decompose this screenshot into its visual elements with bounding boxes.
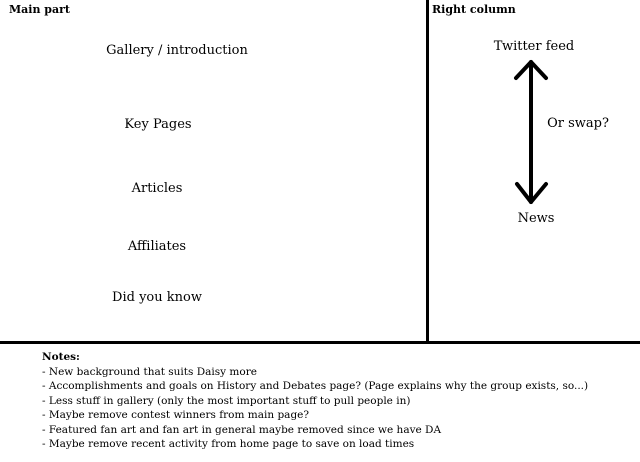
swap-arrow-icon	[500, 58, 564, 208]
notes-list	[42, 365, 588, 452]
vertical-divider	[426, 0, 429, 343]
right-item-news: News	[517, 211, 555, 226]
note-item: - Featured fan art and fan art in general maybe removed since we have DA	[42, 423, 442, 436]
main-item-key-pages: Key Pages	[124, 117, 192, 132]
notes-title: Notes:	[42, 351, 80, 363]
note-item: - Maybe remove contest winners from main page?	[42, 409, 310, 421]
right-column-heading: Right column	[432, 3, 516, 16]
main-item-gallery: Gallery / introduction	[106, 43, 248, 58]
main-item-articles: Articles	[131, 181, 183, 196]
note-item: - Accomplishments and goals on History and Debates page? (Page explains why the group exists, so...)	[42, 380, 589, 392]
swap-label: Or swap?	[547, 116, 609, 131]
notes-section	[42, 350, 588, 452]
note-item: - Maybe remove recent activity from home page to save on load times	[42, 438, 415, 450]
right-item-twitter-feed: Twitter feed	[493, 39, 575, 54]
main-part-heading: Main part	[9, 3, 71, 16]
horizontal-divider	[0, 341, 640, 344]
main-item-affiliates: Affiliates	[127, 239, 187, 254]
main-item-did-you-know: Did you know	[112, 290, 202, 305]
note-item: - New background that suits Daisy more	[42, 365, 257, 378]
note-item: - Less stuff in gallery (only the most important stuff to pull people in)	[42, 394, 411, 407]
